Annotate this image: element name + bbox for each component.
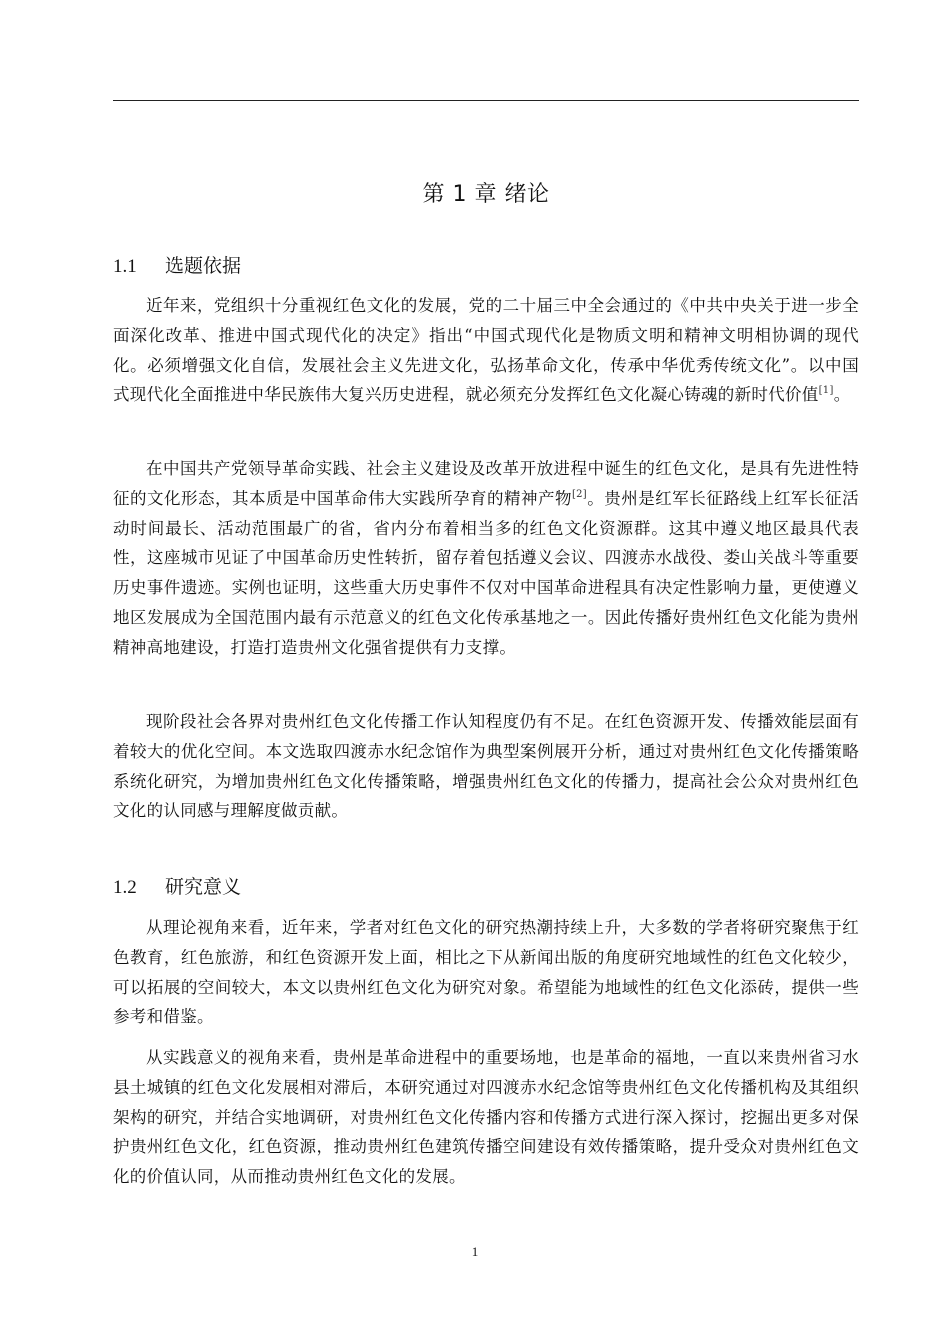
section-title: 选题依据 xyxy=(165,255,242,277)
paragraph-text: 从实践意义的视角来看，贵州是革命进程中的重要场地，也是革命的福地，一直以来贵州省习水县土城镇的红色文化发展相对滞后，本研究通过对四渡赤水纪念馆等贵州红色文化传播机构及其组织架构的研究，并结合实地调研，对贵州红色文化传播内容和传播方式进行深入探讨，挖掘出更多对保护贵州红色文化，红色资源，推动贵州红色建筑传播空间建设有效传播策略，提升受众对贵州红色文化的价值认同，从而推动贵州红色文化的发展。 xyxy=(113,1048,859,1187)
paragraph-1-2-1 xyxy=(113,913,859,1032)
paragraph-text: 在中国共产党领导革命实践、社会主义建设及改革开放进程中诞生的红色文化，是具有先进性特征的文化形态，其本质是中国革命伟大实践所孕育的精神产物 xyxy=(113,459,859,508)
section-number: 1.2 xyxy=(113,877,137,898)
paragraph-1-1-1 xyxy=(113,291,859,410)
paragraph-text: 从理论视角来看，近年来，学者对红色文化的研究热潮持续上升，大多数的学者将研究聚焦于红色教育，红色旅游，和红色资源开发上面，相比之下从新闻出版的角度研究地域性的红色文化较少，可以拓展的空间较大，本文以贵州红色文化为研究对象。希望能为地域性的红色文化添砖，提供一些参考和借鉴。 xyxy=(113,918,859,1027)
paragraph-text-tail: 。 xyxy=(833,385,851,405)
section-title: 研究意义 xyxy=(165,876,242,898)
section-heading-1-1 xyxy=(113,251,241,282)
paragraph-1-2-2 xyxy=(113,1043,859,1192)
section-heading-1-2 xyxy=(113,872,241,903)
section-number: 1.1 xyxy=(113,256,137,277)
paragraph-1-1-2 xyxy=(113,454,859,663)
header-rule xyxy=(113,100,859,101)
paragraph-1-1-3 xyxy=(113,707,859,826)
citation-ref[interactable]: [1] xyxy=(818,385,834,397)
paragraph-text: 现阶段社会各界对贵州红色文化传播工作认知程度仍有不足。在红色资源开发、传播效能层面有着较大的优化空间。本文选取四渡赤水纪念馆作为典型案例展开分析，通过对贵州红色文化传播策略系统化研究，为增加贵州红色文化传播策略，增强贵州红色文化的传播力，提高社会公众对贵州红色文化的认同感与理解度做贡献。 xyxy=(113,712,859,821)
page-number: 1 xyxy=(471,1244,479,1259)
chapter-title: 第 1 章 绪论 xyxy=(422,182,550,207)
citation-ref[interactable]: [2] xyxy=(571,488,588,500)
paragraph-text-tail: 。贵州是红军长征路线上红军长征活动时间最长、活动范围最广的省，省内分布着相当多的红色文化资源群。这其中遵义地区最具代表性，这座城市见证了中国革命历史性转折，留存着包括遵义会议、四渡赤水战役、娄山关战斗等重要历史事件遗迹。实例也证明，这些重大历史事件不仅对中国革命进程具有决定性影响力量，更使遵义地区发展成为全国范围内最有示范意义的红色文化传承基地之一。因此传播好贵州红色文化能为贵州精神高地建设，打造打造贵州文化强省提供有力支撑。 xyxy=(113,488,859,657)
paragraph-text: 近年来，党组织十分重视红色文化的发展，党的二十届三中全会通过的《中共中央关于进一步全面深化改革、推进中国式现代化的决定》指出“中国式现代化是物质文明和精神文明相协调的现代化。必须增强文化自信，发展社会主义先进文化，弘扬革命文化，传承中华优秀传统文化”。以中国式现代化全面推进中华民族伟大复兴历史进程，就必须充分发挥红色文化凝心铸魂的新时代价值 xyxy=(113,296,859,405)
